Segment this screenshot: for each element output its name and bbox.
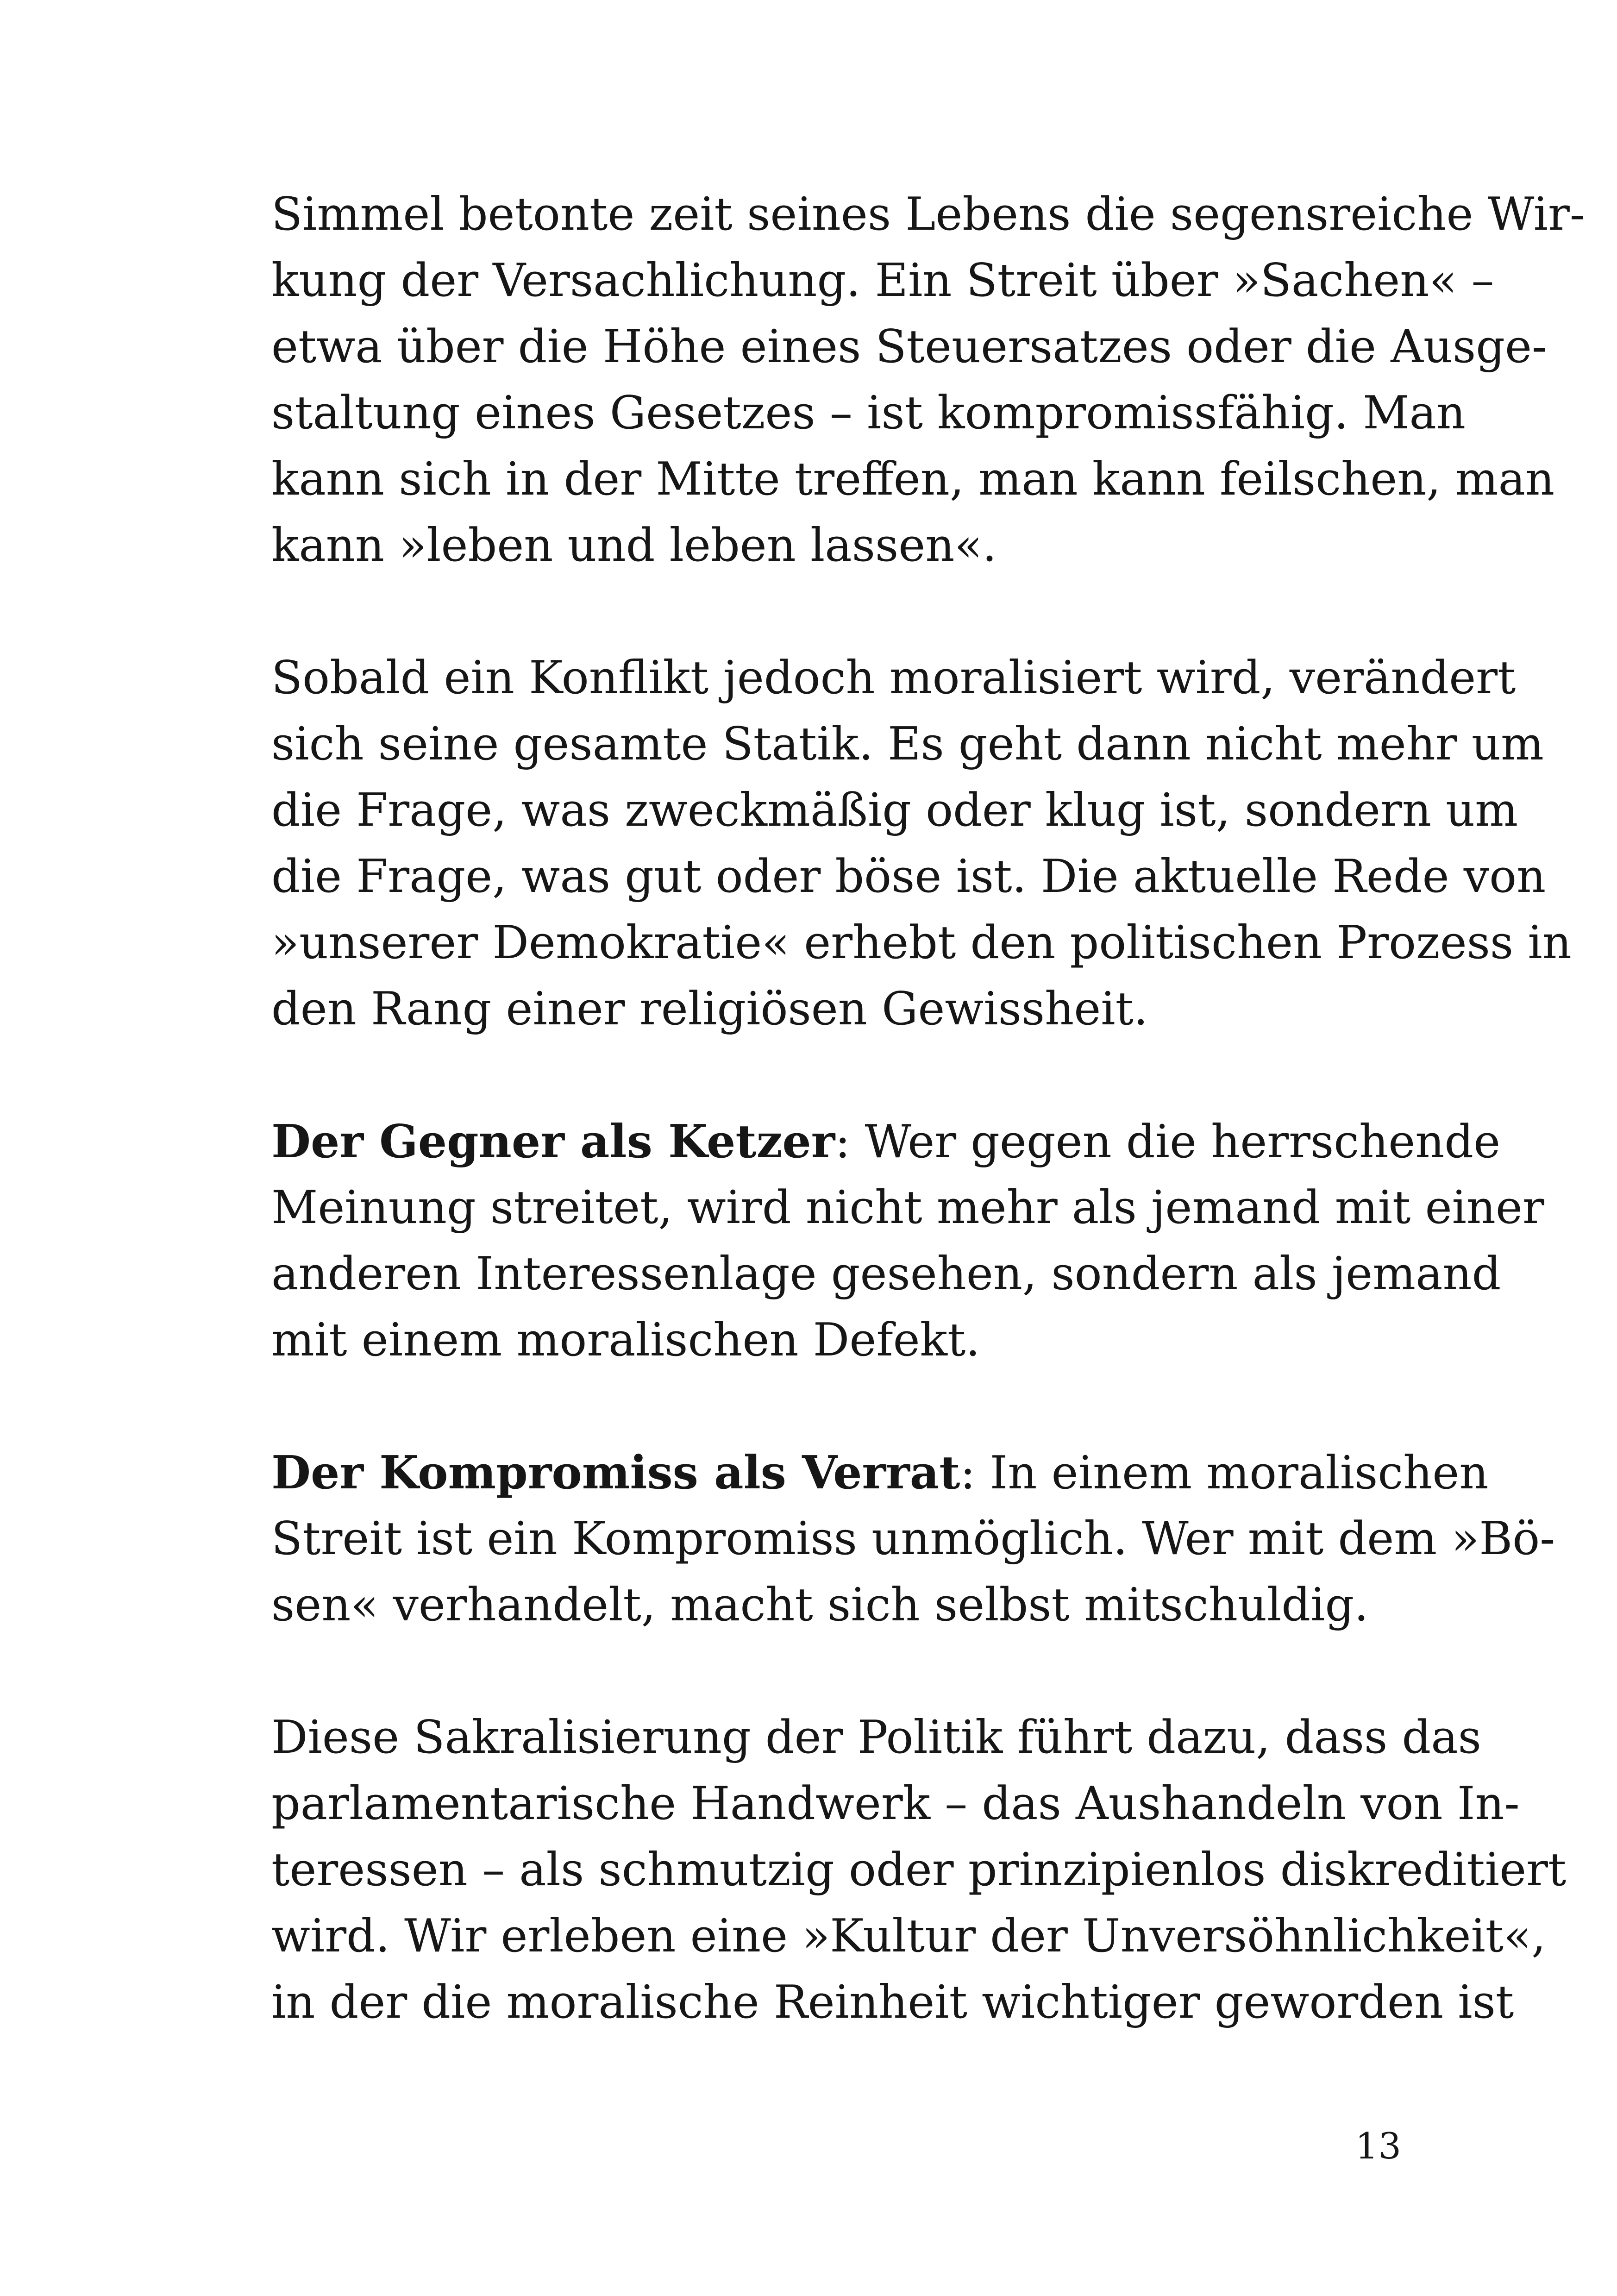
text-line [271,1440,1489,1506]
text-line: wird. Wir erleben eine »Kultur der Unversöhnlichkeit«, [271,1910,1546,1963]
text-line: kann »leben und leben lassen«. [271,519,997,572]
bold-lead-heading: Der Kompromiss als Verrat [271,1446,960,1499]
text-line: »unserer Demokratie« erhebt den politischen Prozess in [271,916,1572,969]
text-line: anderen Interessenlage gesehen, sondern als jemand [271,1248,1501,1300]
paragraph-2 [271,645,1572,1042]
text-line [271,1109,1501,1175]
text-line: mit einem moralischen Defekt. [271,1314,980,1367]
page-number: 13 [1355,2126,1401,2167]
text-line: kung der Versachlichung. Ein Streit über »Sachen« – [271,254,1494,307]
text-line: Sobald ein Konflikt jedoch moralisiert wird, verändert [271,652,1516,704]
text-line: die Frage, was gut oder böse ist. Die aktuelle Rede von [271,850,1546,903]
text-line: kann sich in der Mitte treffen, man kann feilschen, man [271,453,1555,506]
paragraph-3 [271,1109,1544,1374]
text-line: Streit ist ein Kompromiss unmöglich. Wer mit dem »Bö- [271,1512,1555,1565]
lead-continuation: : In einem moralischen [960,1447,1489,1499]
lead-continuation: : Wer gegen die herrschende [835,1116,1501,1168]
paragraph-4 [271,1440,1555,1638]
text-line: Diese Sakralisierung der Politik führt dazu, dass das [271,1711,1481,1764]
text-line: staltung eines Gesetzes – ist kompromissfähig. Man [271,387,1466,439]
text-line: Simmel betonte zeit seines Lebens die segensreiche Wir- [271,188,1585,241]
paragraph-1 [271,182,1585,579]
text-line: in der die moralische Reinheit wichtiger geworden ist [271,1976,1514,2029]
body-text [271,182,1585,2036]
text-line: sen« verhandelt, macht sich selbst mitschuldig. [271,1579,1369,1631]
text-line: die Frage, was zweckmäßig oder klug ist, sondern um [271,784,1518,837]
text-line: teressen – als schmutzig oder prinzipienlos diskreditiert [271,1844,1567,1896]
text-line: sich seine gesamte Statik. Es geht dann nicht mehr um [271,718,1544,771]
text-line: etwa über die Höhe eines Steuersatzes oder die Ausge- [271,320,1548,373]
paragraph-5 [271,1705,1567,2036]
bold-lead-heading: Der Gegner als Ketzer [271,1115,835,1168]
text-line: Meinung streitet, wird nicht mehr als jemand mit einer [271,1181,1544,1234]
text-line: parlamentarische Handwerk – das Aushandeln von In- [271,1777,1520,1830]
text-line: den Rang einer religiösen Gewissheit. [271,983,1148,1035]
